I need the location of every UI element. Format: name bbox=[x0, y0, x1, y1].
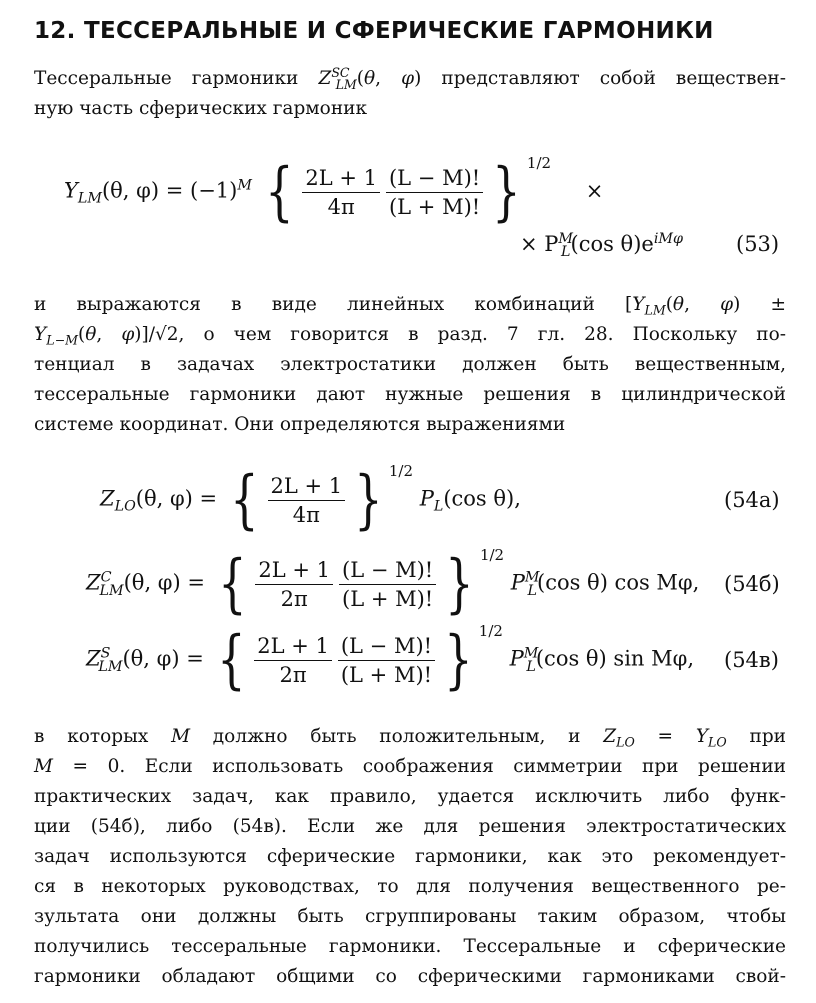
paragraph-2 bbox=[34, 290, 786, 440]
p2-line-5: системе координат. Они определяются выражениями bbox=[34, 414, 566, 435]
p3-line-3: практических задач, как правило, удается исключить либо функ- bbox=[34, 786, 786, 807]
p3-line-1: в которых M должно быть положительным, и $Z_{LO} = Y_{LO}$ при bbox=[34, 726, 787, 750]
p3-line-2: M = 0. Если использовать соображения симметрии при решении bbox=[34, 756, 786, 777]
p2-line-1: и выражаются в виде линейных комбинаций [$Y_{LM}(\theta$, φ) ± bbox=[34, 294, 787, 318]
equation-54a: $Z_{LO}(\theta$, φ) = { $\frac{2L + 1}{4\pi}$ } 1/2 $P_L(\cos$ θ), bbox=[100, 462, 521, 537]
p2-line-4: тессеральные гармоники дают нужные решения в цилиндрической bbox=[34, 384, 786, 405]
p2-line-3: тенциал в задачах электростатики должен быть вещественным, bbox=[34, 354, 786, 375]
equation-54v: $Z^S_{LM}(\theta$, φ) = { $\frac{2L + 1}{2\pi}$ $\frac{(L - M)!}{(L + M)!}$ } 1/2 $P^M_L(\cos$ θ) sin Mφ, bbox=[86, 622, 694, 697]
equation-53-number: (53) bbox=[736, 232, 780, 256]
equation-53-line-2: × $P^M_L(\cos$ $\theta)e^{iM\varphi}$ bbox=[520, 231, 683, 261]
p3-line-8: получились тессеральные гармоники. Тессеральные и сферические bbox=[34, 936, 786, 957]
p3-line-9: гармоники обладают общими со сферическими гармониками свой- bbox=[34, 966, 786, 987]
p3-line-6: ся в некоторых руководствах, то для получения вещественного ре- bbox=[34, 876, 786, 897]
p2-line-2: $Y_{L-M}(\theta$, φ)]/√2, о чем говорится в разд. 7 гл. 28. Поскольку по- bbox=[34, 324, 787, 348]
p3-line-7: зультата они должны быть сгруппированы таким образом, чтобы bbox=[34, 906, 786, 927]
equation-54a-number: (54a) bbox=[724, 488, 780, 512]
equation-53: $Y_{LM}(\theta$, $\varphi) = (-1)^M$ { $\frac{2L + 1}{4\pi}$ $\frac{(L - M)!}{(L + M)!}$ } 1/2 × bbox=[64, 154, 604, 229]
intro-line-1: Тессеральные гармоники $Z^{SC}_{LM}(\theta$, φ) представляют собой веществен- bbox=[34, 64, 786, 92]
intro-line-2: ную часть сферических гармоник bbox=[34, 98, 368, 119]
equation-54v-number: (54в) bbox=[724, 648, 779, 672]
paragraph-3 bbox=[34, 722, 786, 992]
intro-paragraph bbox=[34, 64, 786, 124]
section-heading: 12. ТЕССЕРАЛЬНЫЕ И СФЕРИЧЕСКИЕ ГАРМОНИКИ bbox=[34, 18, 714, 44]
equation-54b-number: (54б) bbox=[724, 572, 780, 596]
p3-line-4: ции (54б), либо (54в). Если же для решения электростатических bbox=[34, 816, 786, 837]
p3-line-5: задач используются сферические гармоники, как это рекомендует- bbox=[34, 846, 786, 867]
equation-54b: $Z^C_{LM}(\theta$, φ) = { $\frac{2L + 1}{2\pi}$ $\frac{(L - M)!}{(L + M)!}$ } 1/2 $P^M_L(\cos$ θ) cos Mφ, bbox=[86, 546, 700, 621]
